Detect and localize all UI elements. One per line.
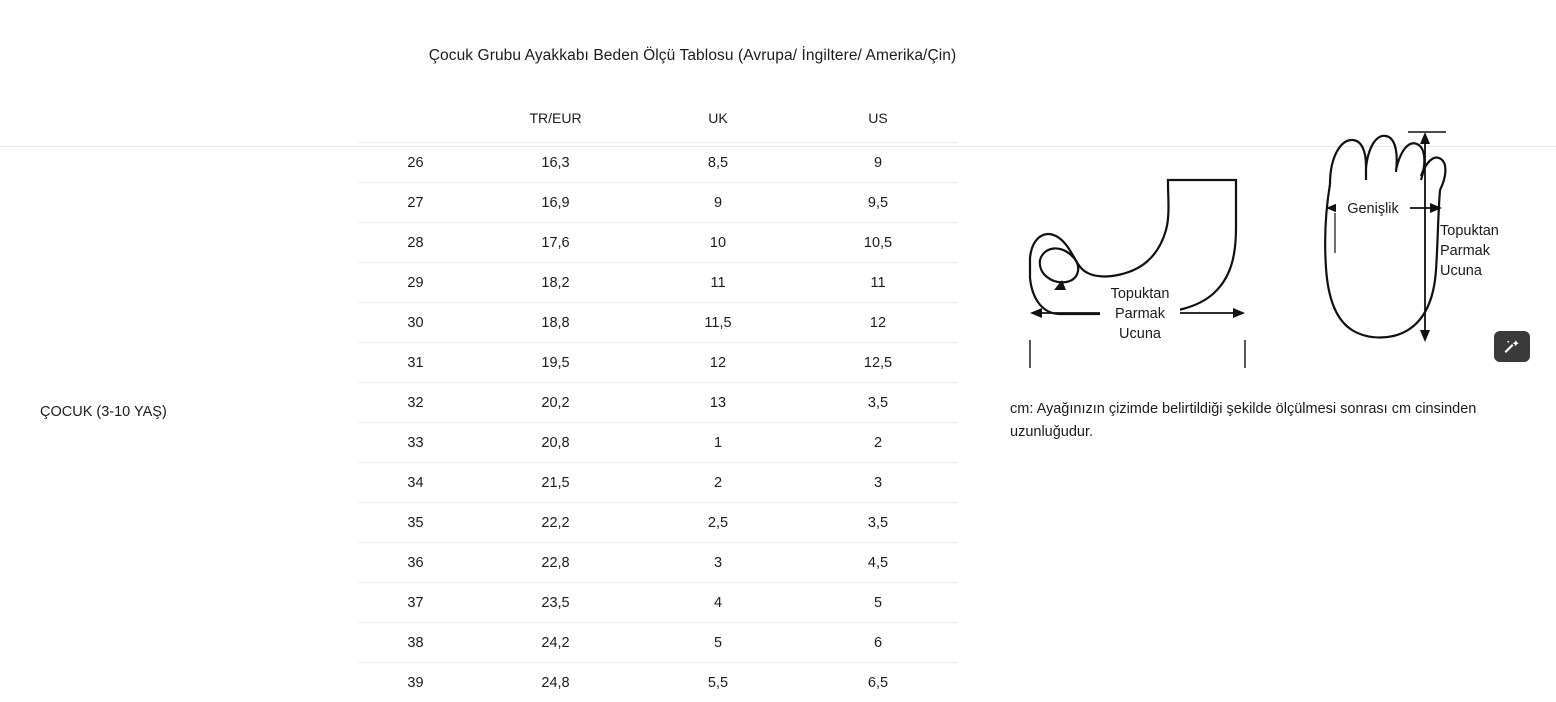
top-label-line2: Parmak xyxy=(1440,243,1491,259)
cell-size: 33 xyxy=(358,423,473,463)
size-table-body xyxy=(358,143,958,702)
width-label: Genişlik xyxy=(1347,201,1399,217)
table-row xyxy=(358,623,958,663)
table-row xyxy=(358,143,958,183)
cell-us: 10,5 xyxy=(798,223,958,263)
column-header-us: US xyxy=(798,110,958,143)
cell-us: 9 xyxy=(798,143,958,183)
cell-us: 3,5 xyxy=(798,383,958,423)
table-row xyxy=(358,303,958,343)
foot-measure-diagram xyxy=(1000,118,1520,368)
cell-tr-eur: 20,8 xyxy=(473,423,638,463)
table-row xyxy=(358,423,958,463)
cell-uk: 5,5 xyxy=(638,663,798,702)
cell-tr-eur: 20,2 xyxy=(473,383,638,423)
side-label-line3: Ucuna xyxy=(1119,326,1162,342)
cell-size: 29 xyxy=(358,263,473,303)
table-row xyxy=(358,543,958,583)
cell-size: 34 xyxy=(358,463,473,503)
cell-us: 2 xyxy=(798,423,958,463)
cell-size: 26 xyxy=(358,143,473,183)
cell-uk: 2 xyxy=(638,463,798,503)
table-row xyxy=(358,263,958,303)
cell-us: 3,5 xyxy=(798,503,958,543)
table-row xyxy=(358,383,958,423)
top-foot-illustration xyxy=(1325,136,1445,338)
table-row xyxy=(358,223,958,263)
cell-tr-eur: 19,5 xyxy=(473,343,638,383)
cell-uk: 5 xyxy=(638,623,798,663)
category-label: ÇOCUK (3-10 YAŞ) xyxy=(40,404,167,420)
cell-size: 38 xyxy=(358,623,473,663)
edit-sparkle-button[interactable] xyxy=(1494,331,1530,362)
cell-tr-eur: 17,6 xyxy=(473,223,638,263)
table-row xyxy=(358,343,958,383)
size-table-container xyxy=(358,110,958,702)
side-label-line1: Topuktan xyxy=(1111,286,1170,302)
side-label-line2: Parmak xyxy=(1115,306,1166,322)
cell-size: 39 xyxy=(358,663,473,702)
cell-tr-eur: 18,8 xyxy=(473,303,638,343)
cell-size: 37 xyxy=(358,583,473,623)
top-label-line1: Topuktan xyxy=(1440,223,1499,239)
cell-uk: 3 xyxy=(638,543,798,583)
table-row xyxy=(358,503,958,543)
cell-tr-eur: 23,5 xyxy=(473,583,638,623)
column-header-size xyxy=(358,110,473,143)
cell-uk: 4 xyxy=(638,583,798,623)
cell-size: 36 xyxy=(358,543,473,583)
cell-uk: 12 xyxy=(638,343,798,383)
table-row xyxy=(358,463,958,503)
cell-tr-eur: 24,8 xyxy=(473,663,638,702)
cell-size: 28 xyxy=(358,223,473,263)
cell-tr-eur: 22,2 xyxy=(473,503,638,543)
cell-tr-eur: 22,8 xyxy=(473,543,638,583)
cell-us: 9,5 xyxy=(798,183,958,223)
table-row xyxy=(358,183,958,223)
cell-uk: 13 xyxy=(638,383,798,423)
cell-uk: 11 xyxy=(638,263,798,303)
cell-us: 4,5 xyxy=(798,543,958,583)
cell-tr-eur: 16,9 xyxy=(473,183,638,223)
size-table-head xyxy=(358,110,958,143)
table-header-row xyxy=(358,110,958,143)
cell-size: 35 xyxy=(358,503,473,543)
cell-uk: 11,5 xyxy=(638,303,798,343)
cell-us: 12 xyxy=(798,303,958,343)
cell-tr-eur: 16,3 xyxy=(473,143,638,183)
measurement-note: cm: Ayağınızın çizimde belirtildiği şekilde ölçülmesi sonrası cm cinsinden uzunluğudur. xyxy=(1010,398,1530,444)
cell-size: 27 xyxy=(358,183,473,223)
cell-tr-eur: 24,2 xyxy=(473,623,638,663)
cell-tr-eur: 18,2 xyxy=(473,263,638,303)
cell-size: 31 xyxy=(358,343,473,383)
cell-uk: 1 xyxy=(638,423,798,463)
cell-uk: 8,5 xyxy=(638,143,798,183)
column-header-uk: UK xyxy=(638,110,798,143)
cell-us: 6,5 xyxy=(798,663,958,702)
edit-sparkle-icon xyxy=(1503,338,1521,356)
cell-us: 11 xyxy=(798,263,958,303)
column-header-tr-eur: TR/EUR xyxy=(473,110,638,143)
cell-us: 6 xyxy=(798,623,958,663)
cell-us: 12,5 xyxy=(798,343,958,383)
cell-size: 32 xyxy=(358,383,473,423)
top-label-line3: Ucuna xyxy=(1440,263,1483,279)
cell-us: 5 xyxy=(798,583,958,623)
table-row xyxy=(358,583,958,623)
cell-uk: 2,5 xyxy=(638,503,798,543)
cell-us: 3 xyxy=(798,463,958,503)
cell-uk: 10 xyxy=(638,223,798,263)
cell-uk: 9 xyxy=(638,183,798,223)
cell-tr-eur: 21,5 xyxy=(473,463,638,503)
cell-size: 30 xyxy=(358,303,473,343)
size-table xyxy=(358,110,958,702)
table-row xyxy=(358,663,958,702)
page-title: Çocuk Grubu Ayakkabı Beden Ölçü Tablosu (Avrupa/ İngiltere/ Amerika/Çin) xyxy=(0,47,1385,65)
